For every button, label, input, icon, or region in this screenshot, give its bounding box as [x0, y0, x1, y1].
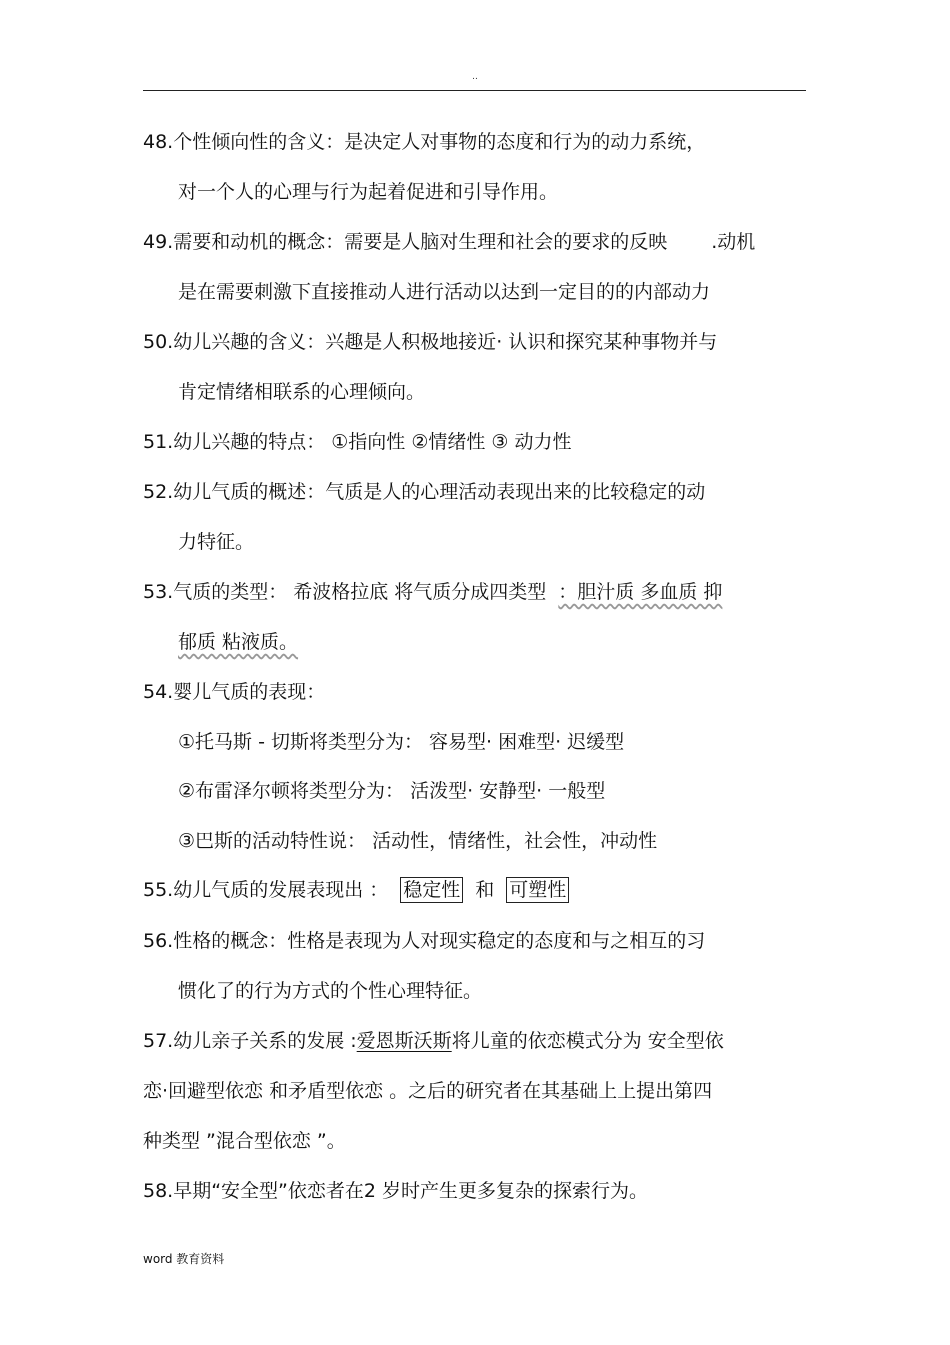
item-58-line-1: 58.早期“安全型”依恋者在2 岁时产生更多复杂的探索行为。 — [143, 1180, 649, 1202]
item-50-line-1: 50.幼儿兴趣的含义：兴趣是人积极地接近· 认识和探究某种事物并与 — [143, 331, 718, 353]
header-rule — [143, 90, 806, 91]
item-49-line-1 — [143, 229, 755, 255]
item-53-line-2 — [178, 629, 298, 655]
item-56-line-1: 56.性格的概念：性格是表现为人对现实稳定的态度和与之相互的习 — [143, 930, 706, 952]
item-57-line-1 — [143, 1028, 724, 1054]
item-55-box-plasticity: 可塑性 — [506, 877, 569, 903]
footer-label: word 教育资料 — [143, 1252, 225, 1266]
item-53-temperament-types: ：胆汁质 多血质 抑 — [558, 581, 723, 603]
item-57-line-1-text: 57.幼儿亲子关系的发展 : — [143, 1030, 357, 1052]
item-57-line-2: 恋·回避型依恋 和矛盾型依恋 。之后的研究者在其基础上上提出第四 — [143, 1080, 713, 1102]
item-52-line-1: 52.幼儿气质的概述：气质是人的心理活动表现出来的比较稳定的动 — [143, 481, 706, 503]
item-49-line-1-text: 49.需要和动机的概念：需要是人脑对生理和社会的要求的反映 — [143, 231, 668, 253]
item-50-line-2: 肯定情绪相联系的心理倾向。 — [178, 381, 426, 403]
item-48-line-1: 48.个性倾向性的含义：是决定人对事物的态度和行为的动力系统， — [143, 131, 706, 153]
item-55-prefix: 55.幼儿气质的发展表现出 ： — [143, 879, 389, 901]
item-55-line-1 — [143, 877, 569, 903]
item-48-line-2: 对一个人的心理与行为起着促进和引导作用。 — [178, 181, 559, 203]
header-mark: .. — [472, 72, 478, 82]
item-53-line-1 — [143, 579, 722, 605]
item-54-line-1: 54.婴儿气质的表现： — [143, 681, 326, 703]
item-51-line-1: 51.幼儿兴趣的特点： ①指向性 ②情绪性 ③ 动力性 — [143, 431, 572, 453]
item-53-line-1-text: 53.气质的类型： 希波格拉底 将气质分成四类型 — [143, 581, 547, 603]
item-57-ainsworth: 爱恩斯沃斯 — [356, 1030, 452, 1052]
item-49-line-2: 是在需要刺激下直接推动人进行活动以达到一定目的的内部动力 — [178, 281, 711, 303]
item-56-line-2: 惯化了的行为方式的个性心理特征。 — [178, 980, 483, 1002]
item-57-line-3: 种类型 ”混合型依恋 ”。 — [143, 1130, 346, 1152]
item-54-sub-1: ①托马斯 - 切斯将类型分为： 容易型· 困难型· 迟缓型 — [178, 731, 625, 753]
item-54-sub-2: ②布雷泽尔顿将类型分为： 活泼型· 安静型· 一般型 — [178, 780, 606, 802]
item-55-box-stability: 稳定性 — [400, 877, 463, 903]
item-49-line-1-tail: .动机 — [711, 231, 756, 253]
item-55-and: 和 — [475, 879, 495, 901]
item-53-temperament-types-cont: 郁质 粘液质。 — [178, 631, 299, 653]
item-54-sub-3: ③巴斯的活动特性说： 活动性，情绪性，社会性，冲动性 — [178, 830, 658, 852]
item-57-line-1-rest: 将儿童的依恋模式分为 安全型依 — [451, 1030, 724, 1052]
item-52-line-2: 力特征。 — [178, 531, 255, 553]
